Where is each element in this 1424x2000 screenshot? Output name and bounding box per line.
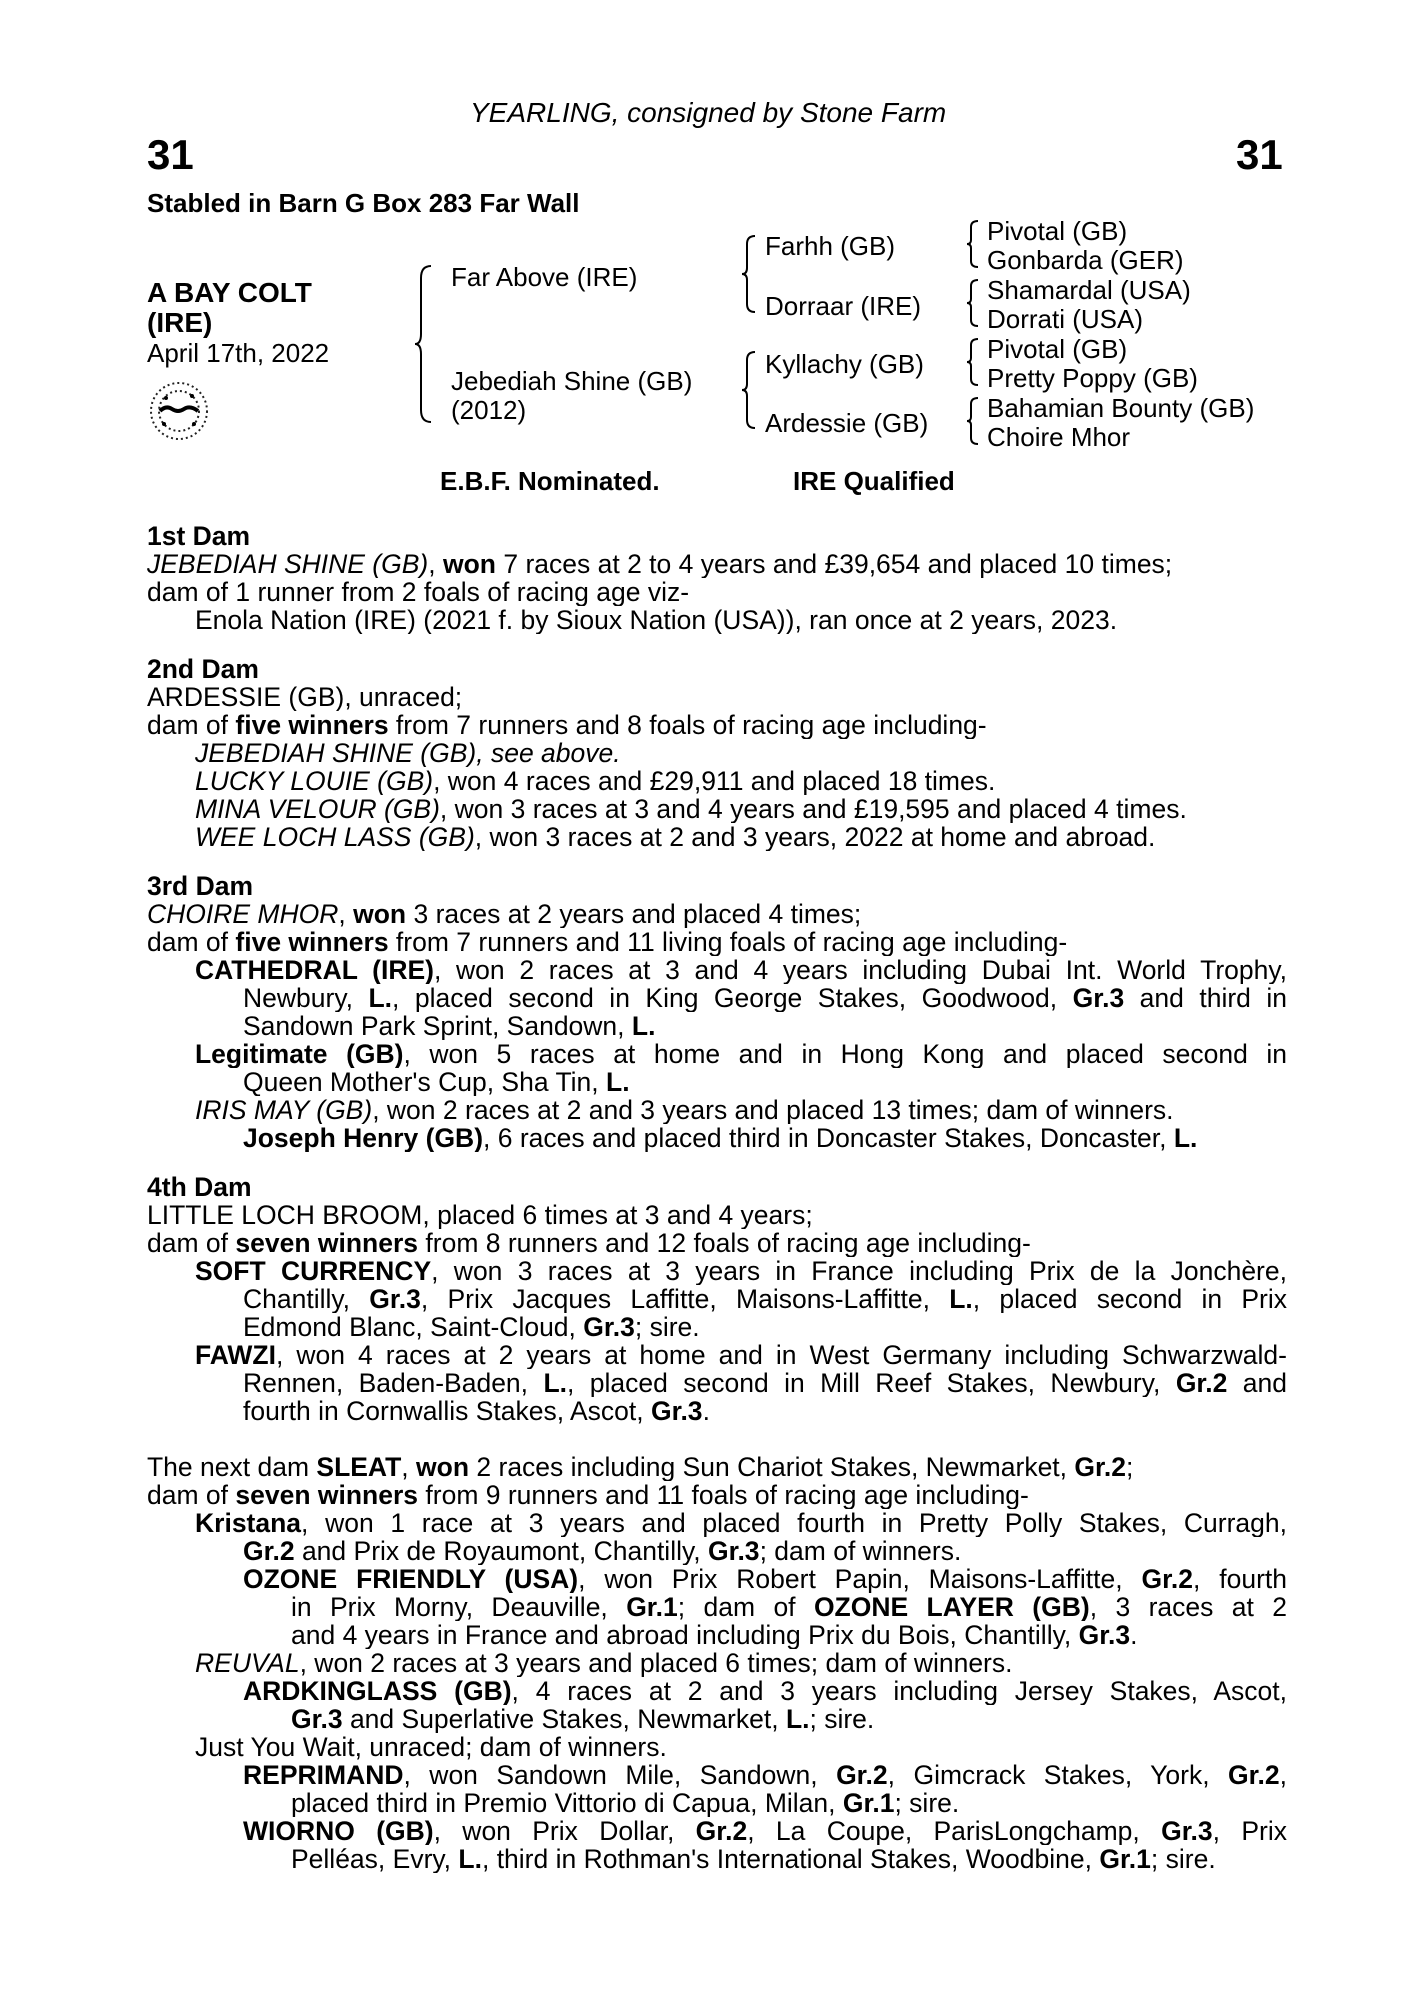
gen3-brace-3 <box>966 337 980 387</box>
section-heading: 2nd Dam <box>147 655 259 683</box>
text-line: Rennen, Baden-Baden, L., placed second in Mill Reef Stakes, Newbury, Gr.2 and <box>243 1369 1287 1397</box>
gen3-brace-4 <box>966 396 980 446</box>
horse-country: (IRE) <box>147 307 213 338</box>
text-line: OZONE FRIENDLY (USA), won Prix Robert Papin, Maisons-Laffitte, Gr.2, fourth <box>243 1565 1287 1593</box>
text-line: Gr.3 and Superlative Stakes, Newmarket, L.; sire. <box>291 1705 875 1733</box>
text-line: CATHEDRAL (IRE), won 2 races at 3 and 4 years including Dubai Int. World Trophy, <box>195 956 1287 984</box>
tbn-stamp-icon <box>146 378 212 449</box>
pedigree-g2: Gonbarda (GER) <box>987 245 1184 275</box>
text-line: placed third in Premio Vittorio di Capua, Milan, Gr.1; sire. <box>291 1789 960 1817</box>
pedigree-g6: Pretty Poppy (GB) <box>987 363 1198 393</box>
text-line: ARDESSIE (GB), unraced; <box>147 683 463 711</box>
sire-line-brace <box>741 234 759 314</box>
text-line: Chantilly, Gr.3, Prix Jacques Laffitte, Maisons-Laffitte, L., placed second in Prix <box>243 1285 1287 1313</box>
text-line: The next dam SLEAT, won 2 races including Sun Chariot Stakes, Newmarket, Gr.2; <box>147 1453 1134 1481</box>
catalogue-body <box>147 522 1287 1894</box>
text-line: Enola Nation (IRE) (2021 f. by Sioux Nation (USA)), ran once at 2 years, 2023. <box>195 606 1118 634</box>
text-line: SOFT CURRENCY, won 3 races at 3 years in France including Prix de la Jonchère, <box>195 1257 1287 1285</box>
text-line: Pelléas, Evry, L., third in Rothman's International Stakes, Woodbine, Gr.1; sire. <box>291 1845 1216 1873</box>
gen3-brace-1 <box>966 219 980 269</box>
section-heading: 1st Dam <box>147 522 251 550</box>
text-line: Legitimate (GB), won 5 races at home and in Hong Kong and placed second in <box>195 1040 1287 1068</box>
pedigree-g8: Choire Mhor <box>987 422 1131 452</box>
pedigree-g1: Pivotal (GB) <box>987 216 1128 246</box>
dam-line-brace <box>741 350 759 430</box>
text-line: Gr.2 and Prix de Royaumont, Chantilly, Gr.3; dam of winners. <box>243 1537 962 1565</box>
text-line: IRIS MAY (GB), won 2 races at 2 and 3 years and placed 13 times; dam of winners. <box>195 1096 1174 1124</box>
text-line: in Prix Morny, Deauville, Gr.1; dam of OZONE LAYER (GB), 3 races at 2 <box>291 1593 1287 1621</box>
text-line: REPRIMAND, won Sandown Mile, Sandown, Gr.2, Gimcrack Stakes, York, Gr.2, <box>243 1761 1287 1789</box>
text-line: MINA VELOUR (GB), won 3 races at 3 and 4 years and £19,595 and placed 4 times. <box>195 795 1187 823</box>
text-line: WEE LOCH LASS (GB), won 3 races at 2 and 3 years, 2022 at home and abroad. <box>195 823 1156 851</box>
pedigree-sire-dam: Dorraar (IRE) <box>765 291 922 321</box>
text-line: Edmond Blanc, Saint-Cloud, Gr.3; sire. <box>243 1313 700 1341</box>
lot-number-right: 31 <box>1236 131 1283 178</box>
pedigree-g7: Bahamian Bounty (GB) <box>987 393 1255 423</box>
text-line: CHOIRE MHOR, won 3 races at 2 years and placed 4 times; <box>147 900 862 928</box>
text-line: fourth in Cornwallis Stakes, Ascot, Gr.3. <box>243 1397 710 1425</box>
text-line: Newbury, L., placed second in King George Stakes, Goodwood, Gr.3 and third in <box>243 984 1287 1012</box>
text-line: and 4 years in France and abroad including Prix du Bois, Chantilly, Gr.3. <box>291 1621 1138 1649</box>
section-heading: 4th Dam <box>147 1173 252 1201</box>
gen3-brace-2 <box>966 278 980 328</box>
pedigree-sire-sire: Farhh (GB) <box>765 231 896 261</box>
pedigree-g3: Shamardal (USA) <box>987 275 1191 305</box>
text-line: JEBEDIAH SHINE (GB), see above. <box>195 739 621 767</box>
text-line: LITTLE LOCH BROOM, placed 6 times at 3 and 4 years; <box>147 1201 813 1229</box>
lot-number-left: 31 <box>147 131 194 178</box>
ire-qualified-badge: IRE Qualified <box>793 466 955 496</box>
second-dam-section <box>147 655 1287 851</box>
text-line: Just You Wait, unraced; dam of winners. <box>195 1733 667 1761</box>
text-line: ARDKINGLASS (GB), 4 races at 2 and 3 years including Jersey Stakes, Ascot, <box>243 1677 1287 1705</box>
text-line: Sandown Park Sprint, Sandown, L. <box>243 1012 656 1040</box>
pedigree-g4: Dorrati (USA) <box>987 304 1144 334</box>
pedigree-sire: Far Above (IRE) <box>451 262 638 292</box>
pedigree-dam: Jebediah Shine (GB) <box>451 366 693 396</box>
text-line: WIORNO (GB), won Prix Dollar, Gr.2, La Coupe, ParisLongchamp, Gr.3, Prix <box>243 1817 1287 1845</box>
text-line: dam of five winners from 7 runners and 11 living foals of racing age including- <box>147 928 1068 956</box>
third-dam-section <box>147 872 1287 1152</box>
pedigree-dam-dam: Ardessie (GB) <box>765 408 929 438</box>
text-line: JEBEDIAH SHINE (GB), won 7 races at 2 to 4 years and £39,654 and placed 10 times; <box>147 550 1173 578</box>
text-line: dam of five winners from 7 runners and 8 foals of racing age including- <box>147 711 987 739</box>
sire-dam-brace <box>413 264 435 424</box>
ebf-nominated-badge: E.B.F. Nominated. <box>440 466 660 496</box>
text-line: Queen Mother's Cup, Sha Tin, L. <box>243 1068 630 1096</box>
pedigree-g5: Pivotal (GB) <box>987 334 1128 364</box>
foaling-date: April 17th, 2022 <box>147 338 330 368</box>
stabling-info: Stabled in Barn G Box 283 Far Wall <box>147 188 580 218</box>
text-line: Kristana, won 1 race at 3 years and placed fourth in Pretty Polly Stakes, Curragh, <box>195 1509 1287 1537</box>
section-heading: 3rd Dam <box>147 872 254 900</box>
text-line: dam of 1 runner from 2 foals of racing age viz- <box>147 578 690 606</box>
horse-name: A BAY COLT <box>147 277 312 308</box>
first-dam-section <box>147 522 1287 634</box>
text-line: FAWZI, won 4 races at 2 years at home and in West Germany including Schwarzwald- <box>195 1341 1287 1369</box>
text-line: dam of seven winners from 8 runners and 12 foals of racing age including- <box>147 1229 1031 1257</box>
next-dam-section <box>147 1453 1287 1873</box>
pedigree-dam-sire: Kyllachy (GB) <box>765 349 924 379</box>
fourth-dam-section <box>147 1173 1287 1425</box>
text-line: dam of seven winners from 9 runners and 11 foals of racing age including- <box>147 1481 1029 1509</box>
consignment-header: YEARLING, consigned by Stone Farm <box>470 97 947 128</box>
text-line: LUCKY LOUIE (GB), won 4 races and £29,911 and placed 18 times. <box>195 767 996 795</box>
text-line: REUVAL, won 2 races at 3 years and placed 6 times; dam of winners. <box>195 1649 1013 1677</box>
pedigree-dam-year: (2012) <box>451 395 527 425</box>
text-line: Joseph Henry (GB), 6 races and placed third in Doncaster Stakes, Doncaster, L. <box>243 1124 1198 1152</box>
